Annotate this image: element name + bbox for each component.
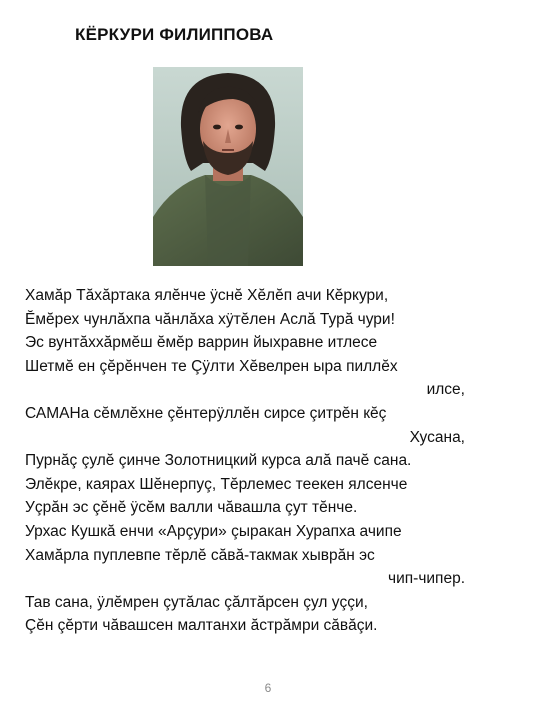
poem-text: [25, 284, 465, 638]
poem-line: Пурнăç çулĕ çинче Золотницкий курса алă пачĕ сана.: [25, 452, 412, 470]
poem-line: Тав сана, ÿлĕмрен çутăлас çăлтăрсен çул уççи,: [25, 593, 368, 611]
portrait-photo: [153, 67, 303, 266]
poem-line: Хамăр Тăхăртака ялĕнче ÿснĕ Хĕлĕп ачи Кĕркури,: [25, 287, 389, 304]
poem-line: Урхас Кушкă енчи «Арçури» çыракан Хурапха ачипе: [25, 522, 402, 540]
poem-line: Уçрăн эс çĕнĕ ÿсĕм валли чăвашла çут тĕнче.: [25, 499, 358, 517]
poem-line: САМАНа сĕмлĕхне çĕнтерÿллĕн сирсе çитрĕн кĕç: [25, 404, 387, 422]
page-title: КЁРКУРИ ФИЛИППОВА: [75, 25, 274, 44]
poem-line: Хамăрла пуплевпе тĕрлĕ сăвă-такмак хыврăн эс: [25, 546, 375, 564]
page-number: 6: [264, 681, 272, 695]
poem-line-continuation: чип-чипер.: [388, 570, 465, 588]
poem-line-continuation: Хусана,: [409, 428, 465, 446]
poem-line: Шетмĕ ен çĕрĕнчен те Çÿлти Хĕвелрен ыра пиллĕх: [25, 357, 398, 375]
portrait-image: [153, 67, 303, 266]
poem-line: Элĕкре, каярах Шĕнерпуç, Тĕрлемес теекен ялсенче: [25, 475, 408, 493]
poem-line: Çĕн çĕрти чăвашсен малтанхи ăстрăмри сăвăçи.: [25, 617, 378, 635]
poem-line: Эс вунтăххăрмĕш ĕмĕр варрин йыхравне итлесе: [25, 334, 378, 352]
poem-line-continuation: илсе,: [426, 381, 465, 399]
poem-line: Ĕмĕрех чунлăхпа чăнлăха хÿтĕлен Аслă Турă чури!: [25, 310, 395, 328]
